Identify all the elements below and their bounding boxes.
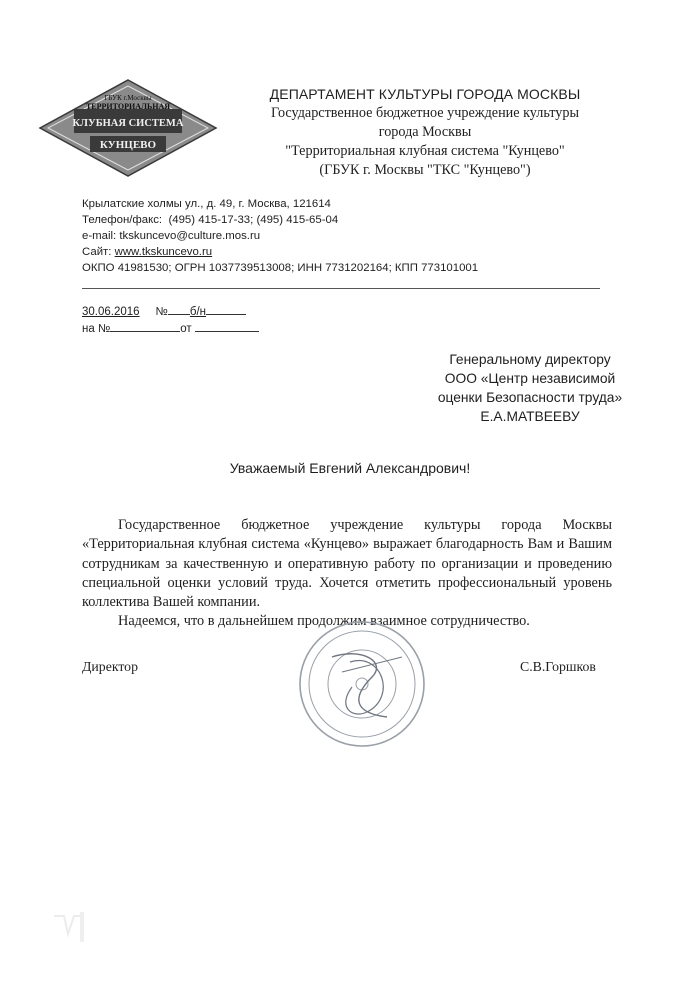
number-blank-2 <box>206 303 246 315</box>
incoming-line <box>82 320 259 337</box>
email-label: e-mail: <box>82 230 117 242</box>
from-label: от <box>180 323 192 335</box>
site-label: Сайт: <box>82 246 112 258</box>
site-link[interactable]: www.tkskuncevo.ru <box>114 246 213 258</box>
header-divider <box>82 288 600 289</box>
body-paragraph-2: Надеемся, что в дальнейшем продолжим взаимное сотрудничество. <box>118 613 530 630</box>
addressee-block <box>390 350 670 426</box>
addressee-company-1: ООО «Центр независимой <box>444 371 616 386</box>
on-number-label: на № <box>82 323 111 335</box>
addressee-company-2: оценки Безопасности труда» <box>437 390 623 405</box>
phone-line <box>82 212 478 228</box>
email-line <box>82 228 478 244</box>
letterhead <box>230 85 620 180</box>
city-line: города Москвы <box>378 124 472 140</box>
letter-body <box>82 516 612 632</box>
email-value: tkskuncevo@culture.mos.ru <box>119 230 261 242</box>
logo-line-2: ТЕРРИТОРИАЛЬНАЯ <box>85 102 171 111</box>
outgoing-date: 30.06.2016 <box>82 306 140 318</box>
organization-logo <box>38 78 218 178</box>
department-name: ДЕПАРТАМЕНТ КУЛЬТУРЫ ГОРОДА МОСКВЫ <box>269 86 581 102</box>
number-label: № <box>155 306 168 318</box>
signatory-title: Директор <box>82 659 138 674</box>
body-paragraph-1: Государственное бюджетное учреждение культуры города Москвы «Территориальная клубная система «Кунцево» выражает благодарность Вам и Вашим сотрудникам за качественную и оперативную работу по организации и проведению специальной оценки условий труда. Хочется отметить профессиональный уровень коллектива Вашей компании. <box>82 517 612 611</box>
number-blank <box>168 303 190 315</box>
on-number-blank <box>110 320 180 332</box>
scan-watermark-icon <box>52 908 90 944</box>
phone-label: Телефон/факс: <box>82 214 163 226</box>
institution-line: Государственное бюджетное учреждение культуры <box>270 105 580 121</box>
site-line <box>82 244 478 260</box>
addressee-name: Е.А.МАТВЕЕВУ <box>480 409 580 424</box>
from-blank <box>195 320 259 332</box>
registration-codes: ОКПО 41981530; ОГРН 1037739513008; ИНН 7731202164; КПП 773101001 <box>82 262 479 274</box>
outgoing-line <box>82 303 259 320</box>
contact-block <box>82 196 478 276</box>
official-seal <box>292 617 432 751</box>
organization-short-name: (ГБУК г. Москвы "ТКС "Кунцево") <box>319 162 531 178</box>
outgoing-number: б/н <box>189 306 207 318</box>
addressee-position: Генеральному директору <box>449 352 611 367</box>
salutation: Уважаемый Евгений Александрович! <box>229 460 471 476</box>
logo-line-3: КЛУБНАЯ СИСТЕМА <box>72 118 184 129</box>
outgoing-reference <box>82 303 259 337</box>
organization-name: "Территориальная клубная система "Кунцево" <box>285 143 565 159</box>
address-line: Крылатские холмы ул., д. 49, г. Москва, 121614 <box>82 198 331 210</box>
phone-value: (495) 415-17-33; (495) 415-65-04 <box>168 214 339 226</box>
signatory-name: С.В.Горшков <box>520 659 596 674</box>
logo-line-1: ГБУК г.Москвы <box>104 94 152 102</box>
logo-line-4: КУНЦЕВО <box>99 139 157 151</box>
